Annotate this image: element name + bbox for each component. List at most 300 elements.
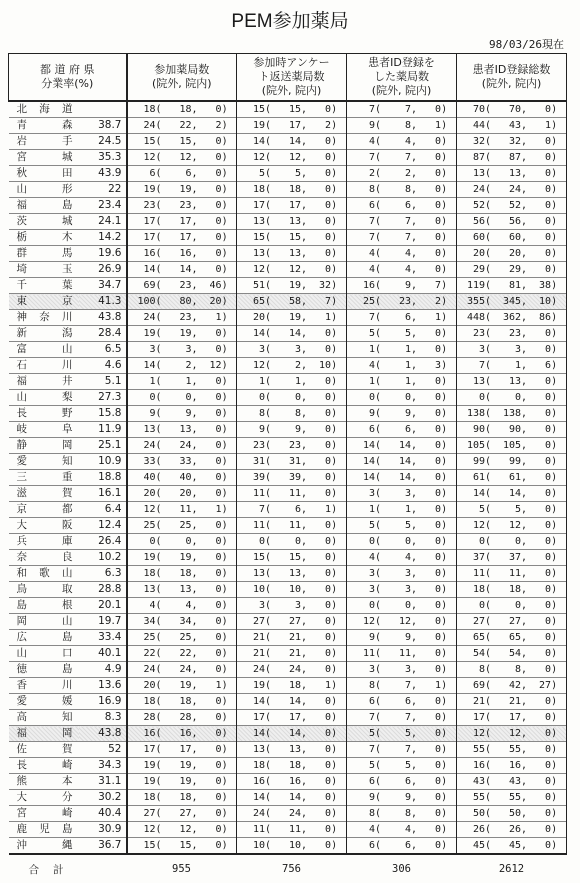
count-outside: 15 bbox=[288, 552, 302, 563]
group-cell bbox=[237, 774, 347, 790]
group-cell bbox=[237, 278, 347, 294]
group-cell bbox=[237, 470, 347, 486]
table-row bbox=[9, 374, 567, 390]
count-outside: 5 bbox=[405, 728, 412, 739]
header-g3-label2: した薬局数 bbox=[374, 70, 429, 83]
count-inside: 1 bbox=[215, 504, 222, 515]
count-total: 355 bbox=[466, 296, 485, 307]
count-inside: 0 bbox=[435, 456, 442, 467]
group-cell bbox=[127, 518, 237, 534]
group-cell bbox=[347, 230, 457, 246]
count-outside: 14 bbox=[179, 264, 192, 275]
separation-rate: 10.2 bbox=[79, 550, 127, 566]
count-inside: 0 bbox=[215, 456, 222, 467]
count-outside: 4 bbox=[405, 136, 412, 147]
group-cell bbox=[237, 534, 347, 550]
group-cell bbox=[347, 822, 457, 838]
count-breakdown: ( 6, 0) bbox=[375, 776, 448, 787]
table-row bbox=[9, 550, 567, 566]
group-cell bbox=[127, 374, 237, 390]
count-breakdown: ( 18, 0) bbox=[155, 104, 228, 115]
total-row bbox=[9, 854, 567, 883]
count-breakdown: ( 8, 0) bbox=[375, 808, 448, 819]
count-breakdown: ( 26, 0) bbox=[485, 824, 558, 835]
count-breakdown: ( 65, 0) bbox=[485, 632, 558, 643]
count-total: 14 bbox=[362, 456, 375, 467]
count-inside: 0 bbox=[325, 408, 332, 419]
count-total: 3 bbox=[149, 344, 156, 355]
count-inside: 1 bbox=[215, 312, 222, 323]
count-total: 25 bbox=[362, 296, 375, 307]
count-outside: 13 bbox=[288, 744, 302, 755]
count-total: 90 bbox=[472, 424, 485, 435]
count-outside: 29 bbox=[508, 264, 522, 275]
count-outside: 17 bbox=[179, 744, 192, 755]
count-inside: 0 bbox=[325, 488, 332, 499]
header-g3-sub: (院外, 院内) bbox=[371, 84, 432, 97]
count-total: 5 bbox=[368, 520, 375, 531]
group-cell bbox=[237, 374, 347, 390]
total-label: 合計 bbox=[9, 854, 127, 883]
count-breakdown: ( 14, 0) bbox=[375, 456, 448, 467]
count-total: 7 bbox=[368, 232, 375, 243]
count-outside: 3 bbox=[405, 584, 412, 595]
table-row bbox=[9, 166, 567, 182]
count-breakdown: ( 17, 0) bbox=[155, 216, 228, 227]
count-inside: 0 bbox=[435, 552, 442, 563]
count-inside: 0 bbox=[325, 632, 332, 643]
separation-rate bbox=[79, 101, 127, 118]
count-outside: 56 bbox=[508, 216, 522, 227]
count-outside: 11 bbox=[288, 488, 302, 499]
count-outside: 33 bbox=[179, 456, 192, 467]
count-inside: 0 bbox=[435, 792, 442, 803]
count-inside: 0 bbox=[215, 520, 222, 531]
count-breakdown: ( 0, 0) bbox=[485, 536, 558, 547]
count-breakdown: ( 1, 3) bbox=[375, 360, 448, 371]
count-breakdown: ( 8, 0) bbox=[485, 664, 558, 675]
count-total: 21 bbox=[252, 648, 265, 659]
count-total: 7 bbox=[368, 216, 375, 227]
group-cell bbox=[237, 454, 347, 470]
count-breakdown: ( 52, 0) bbox=[485, 200, 558, 211]
count-breakdown: ( 34, 0) bbox=[155, 616, 228, 627]
count-breakdown: ( 7, 1) bbox=[375, 680, 448, 691]
count-outside: 50 bbox=[508, 808, 522, 819]
group-cell bbox=[127, 774, 237, 790]
separation-rate: 24.1 bbox=[79, 214, 127, 230]
count-outside: 12 bbox=[508, 728, 522, 739]
count-total: 52 bbox=[472, 200, 485, 211]
count-breakdown: ( 5, 0) bbox=[375, 328, 448, 339]
group-cell bbox=[347, 358, 457, 374]
group-cell bbox=[347, 502, 457, 518]
count-inside: 0 bbox=[545, 376, 552, 387]
separation-rate: 41.3 bbox=[79, 294, 127, 310]
count-outside: 20 bbox=[508, 248, 522, 259]
count-total: 40 bbox=[143, 472, 156, 483]
separation-rate: 5.1 bbox=[79, 374, 127, 390]
table-row bbox=[9, 822, 567, 838]
count-outside: 28 bbox=[179, 712, 192, 723]
count-total: 14 bbox=[143, 360, 156, 371]
count-total: 14 bbox=[143, 264, 156, 275]
count-outside: 27 bbox=[508, 616, 522, 627]
count-outside: 21 bbox=[508, 696, 522, 707]
count-inside: 0 bbox=[325, 136, 332, 147]
separation-rate: 4.9 bbox=[79, 662, 127, 678]
count-total: 54 bbox=[472, 648, 485, 659]
count-breakdown: ( 6, 0) bbox=[375, 696, 448, 707]
count-inside: 0 bbox=[435, 168, 442, 179]
count-breakdown: ( 7, 0) bbox=[375, 712, 448, 723]
count-total: 15 bbox=[143, 136, 156, 147]
count-inside: 0 bbox=[325, 536, 332, 547]
count-total: 16 bbox=[362, 280, 375, 291]
count-total: 8 bbox=[368, 184, 375, 195]
group-cell bbox=[347, 214, 457, 230]
count-breakdown: ( 1, 0) bbox=[375, 376, 448, 387]
count-inside: 12 bbox=[209, 360, 222, 371]
group-cell bbox=[457, 454, 567, 470]
count-inside: 0 bbox=[435, 696, 442, 707]
count-breakdown: ( 14, 0) bbox=[265, 328, 338, 339]
count-total: 19 bbox=[252, 680, 265, 691]
count-total: 24 bbox=[143, 664, 156, 675]
group-cell bbox=[237, 646, 347, 662]
group-cell bbox=[347, 406, 457, 422]
table-row bbox=[9, 342, 567, 358]
separation-rate: 18.8 bbox=[79, 470, 127, 486]
count-outside: 0 bbox=[405, 536, 412, 547]
count-outside: 8 bbox=[295, 408, 302, 419]
count-outside: 23 bbox=[179, 200, 192, 211]
prefecture-name: 沖縄 bbox=[9, 838, 79, 855]
count-outside: 11 bbox=[508, 568, 522, 579]
group-cell bbox=[237, 406, 347, 422]
count-breakdown: ( 18, 0) bbox=[155, 568, 228, 579]
count-total: 11 bbox=[252, 520, 265, 531]
count-outside: 90 bbox=[508, 424, 522, 435]
prefecture-name: 新潟 bbox=[9, 326, 79, 342]
count-outside: 19 bbox=[179, 184, 192, 195]
count-outside: 3 bbox=[515, 344, 522, 355]
prefecture-name: 愛知 bbox=[9, 454, 79, 470]
count-breakdown: ( 19, 1) bbox=[265, 312, 338, 323]
count-outside: 4 bbox=[405, 248, 412, 259]
prefecture-name: 長崎 bbox=[9, 758, 79, 774]
prefecture-name: 石川 bbox=[9, 358, 79, 374]
count-inside: 0 bbox=[325, 552, 332, 563]
count-outside: 18 bbox=[288, 184, 302, 195]
header-id-total bbox=[457, 54, 567, 102]
count-outside: 5 bbox=[295, 168, 302, 179]
count-outside: 8 bbox=[405, 120, 412, 131]
count-inside: 1 bbox=[325, 504, 332, 515]
count-outside: 27 bbox=[179, 808, 192, 819]
group-cell bbox=[347, 726, 457, 742]
count-breakdown: ( 4, 0) bbox=[375, 248, 448, 259]
count-outside: 6 bbox=[405, 200, 412, 211]
separation-rate: 28.4 bbox=[79, 326, 127, 342]
count-breakdown: ( 3, 0) bbox=[375, 488, 448, 499]
group-cell bbox=[237, 838, 347, 855]
count-total: 16 bbox=[252, 776, 265, 787]
count-inside: 0 bbox=[545, 696, 552, 707]
count-outside: 19 bbox=[179, 328, 192, 339]
count-breakdown: ( 18, 1) bbox=[265, 680, 338, 691]
count-breakdown: ( 3, 0) bbox=[375, 584, 448, 595]
count-breakdown: ( 17, 2) bbox=[265, 120, 338, 131]
group-cell bbox=[457, 134, 567, 150]
count-breakdown: ( 138, 0) bbox=[485, 408, 558, 419]
count-outside: 65 bbox=[508, 632, 522, 643]
count-total: 44 bbox=[472, 120, 485, 131]
count-inside: 0 bbox=[435, 840, 442, 851]
group-cell bbox=[127, 662, 237, 678]
total-id-pharmacies: 306 bbox=[347, 854, 457, 883]
group-cell bbox=[127, 406, 237, 422]
count-outside: 14 bbox=[288, 136, 302, 147]
count-breakdown: ( 14, 0) bbox=[375, 440, 448, 451]
count-breakdown: ( 6, 1) bbox=[375, 312, 448, 323]
count-outside: 18 bbox=[179, 696, 192, 707]
group-cell bbox=[127, 678, 237, 694]
count-outside: 26 bbox=[508, 824, 522, 835]
count-outside: 3 bbox=[405, 568, 412, 579]
count-inside: 0 bbox=[435, 152, 442, 163]
count-breakdown: ( 19, 0) bbox=[155, 776, 228, 787]
header-prefecture bbox=[9, 54, 127, 102]
group-cell bbox=[127, 358, 237, 374]
table-row bbox=[9, 422, 567, 438]
count-inside: 1 bbox=[325, 312, 332, 323]
group-cell bbox=[347, 150, 457, 166]
count-total: 19 bbox=[143, 328, 156, 339]
count-outside: 60 bbox=[508, 232, 522, 243]
count-outside: 0 bbox=[405, 600, 412, 611]
count-total: 18 bbox=[472, 584, 485, 595]
count-breakdown: ( 8, 0) bbox=[375, 184, 448, 195]
count-outside: 23 bbox=[508, 328, 522, 339]
count-total: 17 bbox=[143, 744, 156, 755]
count-breakdown: ( 11, 0) bbox=[485, 568, 558, 579]
count-inside: 0 bbox=[545, 184, 552, 195]
header-pref-label: 都 道 府 県 bbox=[40, 63, 95, 76]
header-rate-label: 分業率(%) bbox=[41, 77, 94, 90]
count-breakdown: ( 1, 0) bbox=[375, 344, 448, 355]
group-cell bbox=[457, 230, 567, 246]
count-total: 11 bbox=[252, 824, 265, 835]
prefecture-name: 滋賀 bbox=[9, 486, 79, 502]
group-cell bbox=[127, 438, 237, 454]
group-cell bbox=[127, 134, 237, 150]
count-breakdown: ( 22, 2) bbox=[155, 120, 228, 131]
report-date: 98/03/26現在 bbox=[489, 38, 564, 51]
count-outside: 34 bbox=[179, 616, 192, 627]
count-breakdown: ( 22, 0) bbox=[155, 648, 228, 659]
separation-rate: 15.8 bbox=[79, 406, 127, 422]
separation-rate: 30.9 bbox=[79, 822, 127, 838]
count-outside: 4 bbox=[405, 824, 412, 835]
group-cell bbox=[237, 550, 347, 566]
count-total: 33 bbox=[143, 456, 156, 467]
count-breakdown: ( 1, 6) bbox=[485, 360, 558, 371]
group-cell bbox=[127, 790, 237, 806]
count-outside: 14 bbox=[508, 488, 522, 499]
count-outside: 5 bbox=[405, 760, 412, 771]
prefecture-name: 福岡 bbox=[9, 726, 79, 742]
count-inside: 0 bbox=[215, 760, 222, 771]
count-breakdown: ( 0, 0) bbox=[485, 392, 558, 403]
count-outside: 10 bbox=[288, 840, 302, 851]
count-breakdown: ( 45, 0) bbox=[485, 840, 558, 851]
group-cell bbox=[237, 310, 347, 326]
count-inside: 1 bbox=[435, 680, 442, 691]
count-outside: 17 bbox=[508, 712, 522, 723]
group-cell bbox=[457, 742, 567, 758]
group-cell bbox=[127, 470, 237, 486]
count-breakdown: ( 17, 0) bbox=[155, 744, 228, 755]
group-cell bbox=[457, 630, 567, 646]
count-total: 138 bbox=[466, 408, 485, 419]
count-inside: 32 bbox=[319, 280, 332, 291]
group-cell bbox=[457, 518, 567, 534]
separation-rate: 25.1 bbox=[79, 438, 127, 454]
count-total: 0 bbox=[368, 392, 375, 403]
count-outside: 14 bbox=[288, 696, 302, 707]
count-inside: 0 bbox=[325, 472, 332, 483]
group-cell bbox=[347, 790, 457, 806]
count-inside: 0 bbox=[545, 584, 552, 595]
count-outside: 4 bbox=[185, 600, 192, 611]
count-outside: 24 bbox=[179, 664, 192, 675]
count-total: 0 bbox=[149, 536, 156, 547]
count-total: 3 bbox=[368, 488, 375, 499]
count-inside: 3 bbox=[435, 360, 442, 371]
prefecture-name: 埼玉 bbox=[9, 262, 79, 278]
count-inside: 0 bbox=[435, 216, 442, 227]
count-outside: 14 bbox=[398, 472, 412, 483]
prefecture-name: 静岡 bbox=[9, 438, 79, 454]
count-breakdown: ( 7, 0) bbox=[375, 744, 448, 755]
count-outside: 17 bbox=[179, 232, 192, 243]
count-outside: 21 bbox=[288, 648, 302, 659]
count-inside: 0 bbox=[435, 808, 442, 819]
count-breakdown: ( 20, 0) bbox=[155, 488, 228, 499]
count-inside: 2 bbox=[435, 296, 442, 307]
count-outside: 5 bbox=[405, 328, 412, 339]
count-total: 14 bbox=[362, 472, 375, 483]
count-total: 100 bbox=[137, 296, 156, 307]
group-cell bbox=[347, 166, 457, 182]
count-outside: 25 bbox=[179, 632, 192, 643]
count-inside: 0 bbox=[545, 216, 552, 227]
table-row bbox=[9, 326, 567, 342]
prefecture-name: 和歌山 bbox=[9, 566, 79, 582]
group-cell bbox=[237, 198, 347, 214]
prefecture-name: 岩手 bbox=[9, 134, 79, 150]
count-total: 25 bbox=[143, 520, 156, 531]
count-outside: 9 bbox=[295, 424, 302, 435]
count-breakdown: ( 19, 0) bbox=[155, 760, 228, 771]
count-outside: 5 bbox=[515, 504, 522, 515]
prefecture-name: 千葉 bbox=[9, 278, 79, 294]
count-total: 19 bbox=[143, 760, 156, 771]
count-total: 1 bbox=[368, 344, 375, 355]
count-inside: 10 bbox=[319, 360, 332, 371]
count-inside: 0 bbox=[215, 232, 222, 243]
count-outside: 0 bbox=[515, 600, 522, 611]
count-breakdown: ( 0, 0) bbox=[375, 392, 448, 403]
count-outside: 19 bbox=[179, 552, 192, 563]
count-total: 16 bbox=[143, 248, 156, 259]
count-inside: 0 bbox=[435, 328, 442, 339]
separation-rate: 4.6 bbox=[79, 358, 127, 374]
count-total: 20 bbox=[472, 248, 485, 259]
count-inside: 0 bbox=[435, 600, 442, 611]
group-cell bbox=[347, 838, 457, 855]
count-outside: 14 bbox=[288, 728, 302, 739]
count-breakdown: ( 29, 0) bbox=[485, 264, 558, 275]
table-row bbox=[9, 182, 567, 198]
prefecture-name: 山梨 bbox=[9, 390, 79, 406]
count-total: 32 bbox=[472, 136, 485, 147]
count-breakdown: ( 81, 38) bbox=[485, 280, 558, 291]
count-breakdown: ( 23, 0) bbox=[485, 328, 558, 339]
group-cell bbox=[127, 198, 237, 214]
count-total: 69 bbox=[143, 280, 156, 291]
group-cell bbox=[457, 678, 567, 694]
count-outside: 58 bbox=[288, 296, 302, 307]
count-inside: 0 bbox=[215, 104, 222, 115]
separation-rate: 43.9 bbox=[79, 166, 127, 182]
count-breakdown: ( 6, 0) bbox=[375, 200, 448, 211]
group-cell bbox=[347, 710, 457, 726]
count-total: 14 bbox=[252, 728, 265, 739]
group-cell bbox=[457, 438, 567, 454]
count-breakdown: ( 362, 86) bbox=[485, 312, 558, 323]
group-cell bbox=[347, 342, 457, 358]
group-cell bbox=[457, 166, 567, 182]
count-outside: 23 bbox=[179, 312, 192, 323]
count-inside: 1 bbox=[325, 680, 332, 691]
count-total: 7 bbox=[368, 312, 375, 323]
count-outside: 13 bbox=[288, 568, 302, 579]
count-inside: 0 bbox=[325, 216, 332, 227]
count-inside: 0 bbox=[545, 808, 552, 819]
count-total: 13 bbox=[252, 744, 265, 755]
count-inside: 0 bbox=[215, 600, 222, 611]
count-outside: 0 bbox=[295, 392, 302, 403]
count-breakdown: ( 0, 0) bbox=[375, 600, 448, 611]
count-outside: 1 bbox=[405, 344, 412, 355]
prefecture-name: 佐賀 bbox=[9, 742, 79, 758]
count-inside: 0 bbox=[325, 264, 332, 275]
group-cell bbox=[457, 358, 567, 374]
count-total: 12 bbox=[252, 152, 265, 163]
separation-rate: 35.3 bbox=[79, 150, 127, 166]
count-total: 12 bbox=[143, 504, 156, 515]
count-total: 18 bbox=[252, 760, 265, 771]
count-total: 37 bbox=[472, 552, 485, 563]
separation-rate: 36.7 bbox=[79, 838, 127, 855]
group-cell bbox=[127, 422, 237, 438]
table-row bbox=[9, 694, 567, 710]
count-total: 39 bbox=[252, 472, 265, 483]
count-outside: 87 bbox=[508, 152, 522, 163]
count-inside: 0 bbox=[435, 760, 442, 771]
